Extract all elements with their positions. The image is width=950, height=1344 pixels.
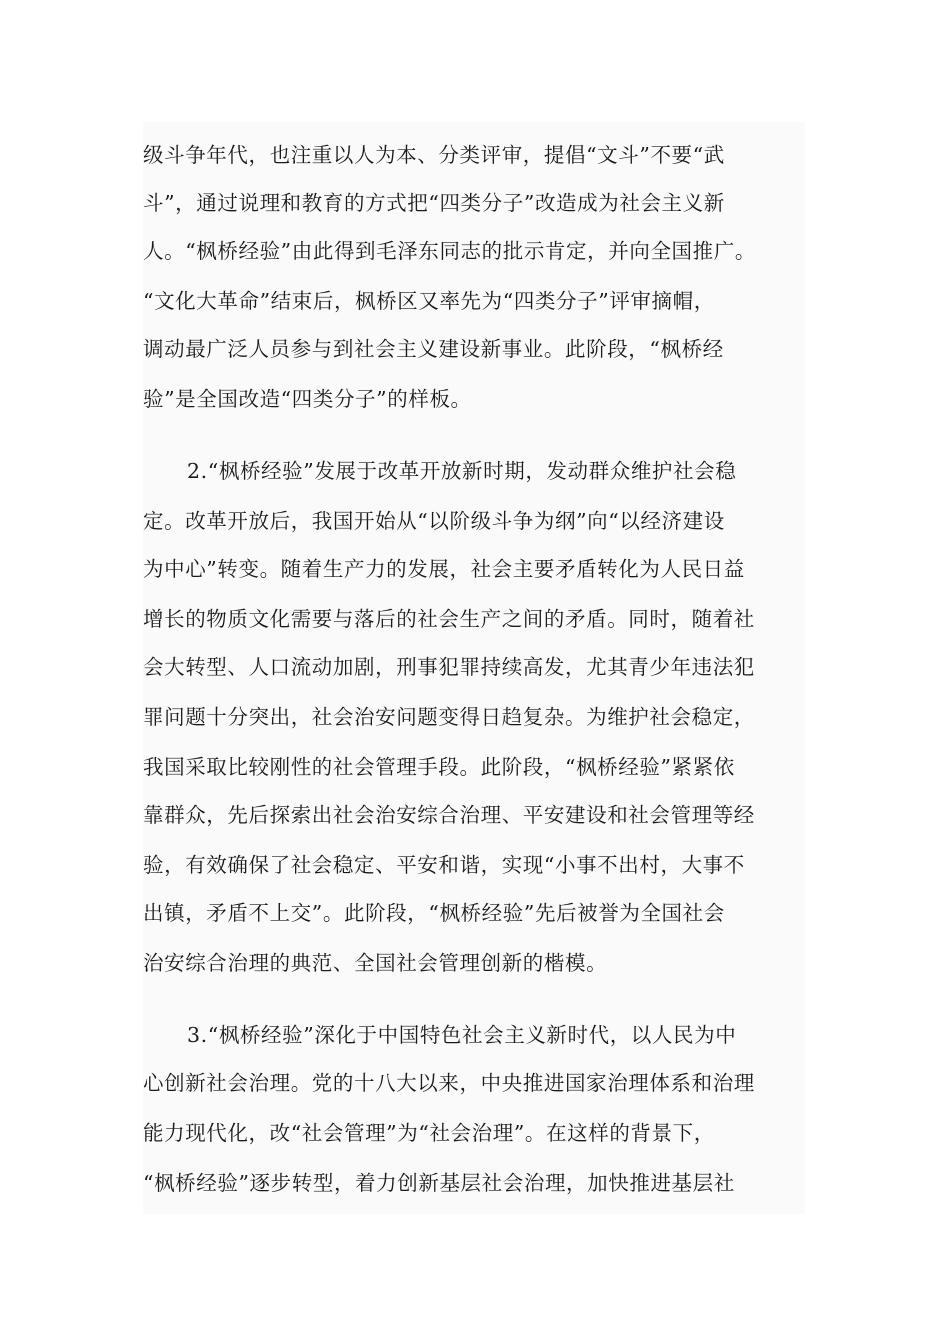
text-line: 心创新社会治理。党的十八大以来，中央推进国家治理体系和治理 <box>143 1071 755 1095</box>
text-line: 调动最广泛人员参与到社会主义建设新事业。此阶段，“枫桥经 <box>143 337 724 361</box>
text-line: 治安综合治理的典范、全国社会管理创新的楷模。 <box>143 951 608 975</box>
text-line: 能力现代化，改“社会管理”为“社会治理”。在这样的背景下， <box>143 1121 715 1145</box>
text-line: “枫桥经验”逐步转型，着力创新基层社会治理，加快推进基层社 <box>143 1171 735 1195</box>
text-line: 验”是全国改造“四类分子”的样板。 <box>143 387 472 411</box>
text-line: 出镇，矛盾不上交”。此阶段，“枫桥经验”先后被誉为全国社会 <box>143 901 725 925</box>
text-line: 为中心”转变。随着生产力的发展，社会主要矛盾转化为人民日益 <box>143 557 745 581</box>
text-line: 罪问题十分突出，社会治安问题变得日趋复杂。为维护社会稳定， <box>143 705 755 729</box>
paragraph-2-start: 2.“枫桥经验”发展于改革开放新时期，发动群众维护社会稳 <box>187 459 737 483</box>
text-line: 会大转型、人口流动加剧，刑事犯罪持续高发，尤其青少年违法犯 <box>143 655 755 679</box>
document-body <box>143 122 805 1214</box>
text-line: 人。“枫桥经验”由此得到毛泽东同志的批示肯定，并向全国推广。 <box>143 239 756 263</box>
text-line: 定。改革开放后，我国开始从“以阶级斗争为纲”向“以经济建设 <box>143 509 725 533</box>
text-line: “文化大革命”结束后，枫桥区又率先为“四类分子”评审摘帽， <box>143 289 715 313</box>
text-line: 靠群众，先后探索出社会治安综合治理、平安建设和社会管理等经 <box>143 803 755 827</box>
text-line: 我国采取比较刚性的社会管理手段。此阶段，“枫桥经验”紧紧依 <box>143 755 735 779</box>
text-line: 增长的物质文化需要与落后的社会生产之间的矛盾。同时，随着社 <box>143 607 755 631</box>
text-line: 斗”，通过说理和教育的方式把“四类分子”改造成为社会主义新 <box>143 191 725 215</box>
text-line: 级斗争年代，也注重以人为本、分类评审，提倡“文斗”不要“武 <box>143 143 725 167</box>
text-line: 验，有效确保了社会稳定、平安和谐，实现“小事不出村，大事不 <box>143 853 745 877</box>
paragraph-3-start: 3.“枫桥经验”深化于中国特色社会主义新时代，以人民为中 <box>187 1023 737 1047</box>
